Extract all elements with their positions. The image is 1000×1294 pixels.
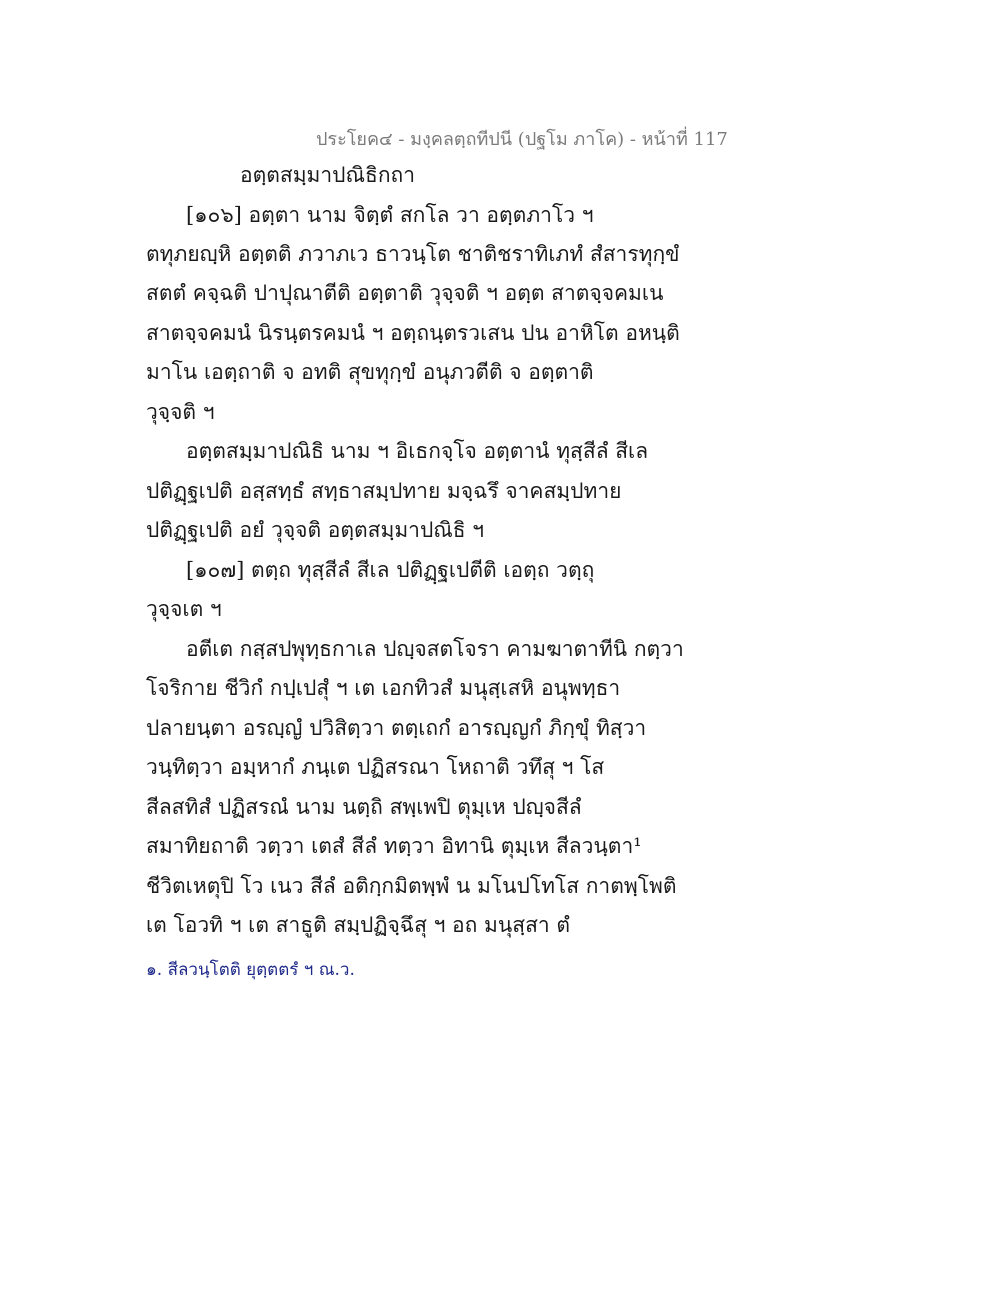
- page-header: ประโยค๔ - มงฺคลตฺถทีปนี (ปฐโม ภาโค) - หน้าที่ 117: [316, 129, 728, 150]
- text-line: ปติฏฺฐเปติ อยํ วุจฺจติ อตฺตสมฺมาปณิธิ ฯ: [146, 518, 485, 542]
- text-line: สาตจฺจคมนํ นิรนฺตรคมนํ ฯ อตฺถนฺตรวเสน ปน อาหิโต อหนฺติ: [146, 321, 680, 345]
- text-line: อตฺตสมฺมาปณิธิ นาม ฯ อิเธกจฺโจ อตฺตานํ ทุสฺสีลํ สีเล: [186, 439, 649, 463]
- text-line: [๑๐๗] ตตฺถ ทุสฺสีลํ สีเล ปติฏฺฐเปตีติ เอตฺถ วตฺถุ: [186, 558, 595, 582]
- text-line: [๑๐๖] อตฺตา นาม จิตฺตํ สกโล วา อตฺตภาโว ฯ: [186, 203, 594, 227]
- text-line: ตทุภยญฺหิ อตฺตติ ภวาภเว ธาวนฺโต ชาติชราทิเภทํ สํสารทุกฺขํ: [146, 242, 680, 266]
- text-line: เต โอวทิ ฯ เต สาธูติ สมฺปฏิจฺฉึสุ ฯ อถ มนุสฺสา ตํ: [146, 913, 570, 937]
- text-line: สตตํ คจฺฉติ ปาปุณาตีติ อตฺตาติ วุจฺจติ ฯ อตฺต สาตจฺจคมเน: [146, 281, 664, 305]
- text-line: วุจฺจเต ฯ: [146, 597, 222, 621]
- text-line: มาโน เอตฺถาติ จ อทติ สุขทุกฺขํ อนุภวตีติ จ อตฺตาติ: [146, 360, 594, 384]
- text-line: วนฺทิตฺวา อมฺหากํ ภนฺเต ปฏิสรณา โหถาติ วทึสุ ฯ โส: [146, 755, 605, 779]
- text-line: ชีวิตเหตุปิ โว เนว สีลํ อติกฺกมิตพฺพํ น มโนปโทโส กาตพฺโพติ: [146, 874, 677, 898]
- section-title: อตฺตสมฺมาปณิธิกถา: [240, 163, 416, 187]
- text-line: ปลายนฺตา อรญฺญํ ปวิสิตฺวา ตตฺเถกํ อารญฺญกํ ภิกฺขุํ ทิสฺวา: [146, 716, 647, 740]
- text-line: วุจฺจติ ฯ: [146, 400, 215, 424]
- text-line: โจริกาย ชีวิกํ กปฺเปสุํ ฯ เต เอกทิวสํ มนุสฺเสหิ อนุพทฺธา: [146, 676, 621, 700]
- text-line: อตีเต กสฺสปพุทฺธกาเล ปญฺจสตโจรา คามฆาตาทีนิ กตฺวา: [186, 637, 684, 661]
- text-line: ปติฏฺฐเปติ อสฺสทฺธํ สทฺธาสมฺปทาย มจฺฉรึ จาคสมฺปทาย: [146, 479, 622, 503]
- text-line: สีลสทิสํ ปฏิสรณํ นาม นตฺถิ สพฺเพปิ ตุมฺเห ปญฺจสีลํ: [146, 795, 582, 819]
- text-line: สมาทิยถาติ วตฺวา เตสํ สีลํ ทตฺวา อิทานิ ตุมฺเห สีลวนฺตา¹: [146, 834, 642, 858]
- footnote: ๑. สีลวนฺโตติ ยุตฺตตรํ ฯ ณ.ว.: [146, 960, 355, 980]
